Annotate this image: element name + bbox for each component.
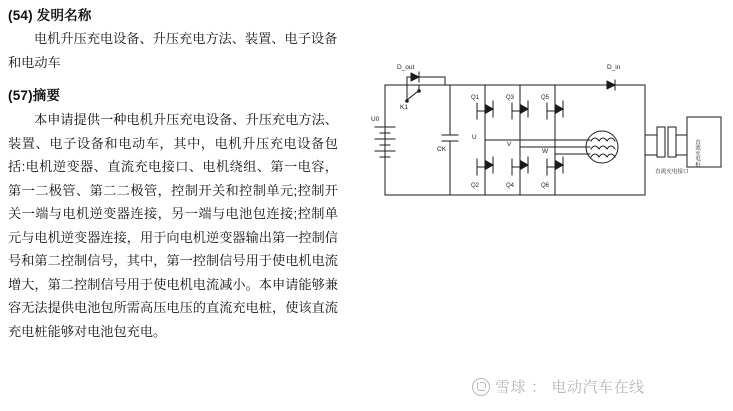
label-d-out: D_out	[397, 64, 415, 71]
watermark-account: 电动汽车在线	[551, 379, 645, 396]
label-charging-pile: 直流充电桩	[694, 139, 700, 167]
section-heading-abstract: (57)摘要	[8, 88, 61, 103]
label-phase-w: W	[542, 148, 549, 155]
label-phase-v: V	[507, 141, 512, 148]
label-k1: K1	[400, 104, 408, 111]
watermark-separator: ：	[531, 379, 547, 396]
label-capacitor: CK	[437, 146, 447, 153]
label-q3: Q3	[506, 95, 515, 101]
label-q2: Q2	[471, 183, 480, 189]
invention-title-text: 电机升压充电设备、升压充电方法、装置、电子设备和电动车	[8, 31, 338, 70]
xueqiu-logo-icon	[472, 378, 490, 396]
label-phase-u: U	[472, 134, 477, 141]
section-heading-title: (54) 发明名称	[8, 8, 92, 23]
watermark-brand: 雪球	[495, 379, 527, 396]
abstract-text-column	[8, 2, 338, 407]
circuit-diagram-svg	[345, 55, 725, 225]
label-q6: Q6	[541, 183, 550, 189]
circuit-diagram	[345, 55, 725, 225]
watermark	[472, 376, 645, 397]
label-charging-port: 直流充电接口	[655, 169, 689, 175]
label-d-in: D_in	[607, 64, 621, 71]
abstract-body-text: 本申请提供一种电机升压充电设备、升压充电方法、装置、电子设备和电动车，其中，电机升压充电设备包括:电机逆变器、直流充电接口、电机绕组、第一电容，第一二极管、第二二极管，控制开关和控制单元;控制开关一端与电机逆变器连接，另一端与电池包连接;控制单元与电机逆变器连接，用于向电机逆变器输出第一控制信号和第二控制信号，其中，第一控制信号用于使电机电流增大，第二控制信号用于使电机电流减小。本申请能够兼容无法提供电池包所需高压电压的直流充电桩，使该直流充电桩能够对电池包充电。	[8, 112, 338, 339]
label-q5: Q5	[541, 95, 550, 101]
label-q4: Q4	[506, 183, 515, 189]
label-q1: Q1	[471, 95, 480, 101]
label-battery: U0	[371, 116, 380, 123]
